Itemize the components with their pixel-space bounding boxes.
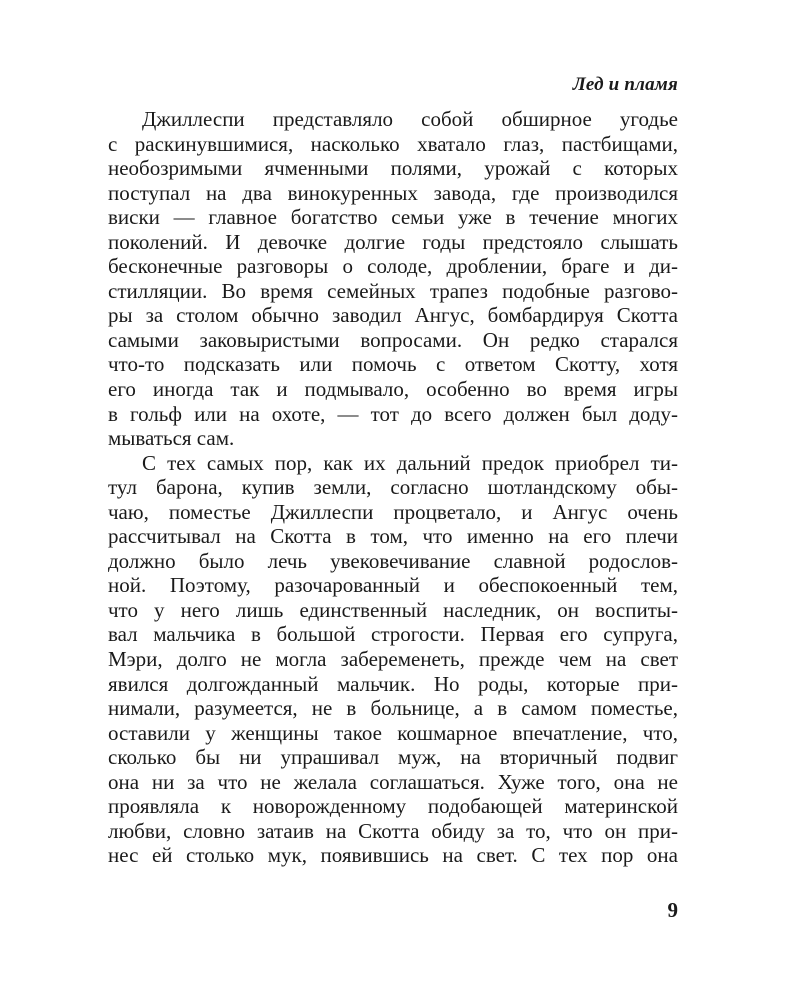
text-line: С тех самых пор, как их дальний предок приобрел ти-	[142, 450, 678, 475]
text-line: чаю, поместье Джиллеспи процветало, и Ангус очень	[108, 499, 678, 524]
text-line: что-то подсказать или помочь с ответом Скотту, хотя	[108, 352, 678, 377]
text-line: любви, словно затаив на Скотта обиду за то, что он при-	[108, 818, 678, 843]
running-title: Лед и пламя	[572, 74, 678, 95]
text-line: необозримыми ячменными полями, урожай с которых	[108, 156, 678, 181]
text-line: она ни за что не желала соглашаться. Хуже того, она не	[108, 769, 678, 794]
text-line: виски — главное богатство семьи уже в течение многих	[108, 205, 678, 230]
text-line: сколько бы ни упрашивал муж, на вторичный подвиг	[108, 745, 678, 770]
text-line: бесконечные разговоры о солоде, дроблении, браге и ди-	[108, 254, 678, 279]
text-line: поколений. И девочке долгие годы предстояло слышать	[108, 229, 678, 254]
text-line: рассчитывал на Скотта в том, что именно на его плечи	[108, 524, 678, 549]
text-line: что у него лишь единственный наследник, он воспиты-	[108, 597, 678, 622]
text-line: самыми заковыристыми вопросами. Он редко старался	[108, 327, 678, 352]
text-line: ной. Поэтому, разочарованный и обеспокоенный тем,	[108, 573, 678, 598]
text-line: нес ей столько мук, появившись на свет. С тех пор она	[108, 843, 678, 868]
text-line: мываться сам.	[108, 426, 235, 451]
text-line: оставили у женщины такое кошмарное впечатление, что,	[108, 720, 678, 745]
body-text	[108, 107, 678, 868]
text-line: ры за столом обычно заводил Ангус, бомбардируя Скотта	[108, 303, 678, 328]
text-line: проявляла к новорожденному подобающей материнской	[108, 794, 678, 819]
text-line: вал мальчика в большой строгости. Первая его супруга,	[108, 622, 678, 647]
page-number: 9	[667, 898, 678, 922]
text-line: Мэри, долго не могла забеременеть, прежде чем на свет	[108, 647, 678, 672]
text-line: стилляции. Во время семейных трапез подобные разгово-	[108, 278, 678, 303]
text-line: с раскинувшимися, насколько хватало глаз, пастбищами,	[108, 131, 678, 156]
text-line: Джиллеспи представляло собой обширное угодье	[142, 107, 678, 131]
text-line: явился долгожданный мальчик. Но роды, которые при-	[108, 671, 678, 696]
text-line: нимали, разумеется, не в больнице, а в самом поместье,	[108, 696, 678, 721]
text-line: должно было лечь увековечивание славной родослов-	[108, 548, 678, 573]
text-line: тул барона, купив земли, согласно шотландскому обы-	[108, 475, 678, 500]
text-line: в гольф или на охоте, — тот до всего должен был доду-	[108, 401, 678, 426]
text-line: его иногда так и подмывало, особенно во время игры	[108, 377, 678, 402]
text-line: поступал на два винокуренных завода, где производился	[108, 180, 678, 205]
